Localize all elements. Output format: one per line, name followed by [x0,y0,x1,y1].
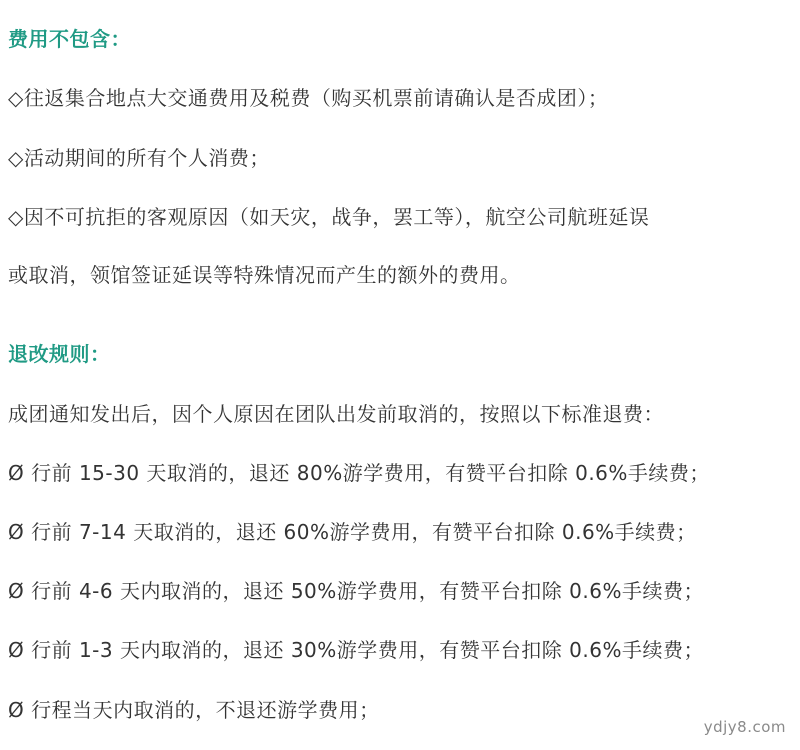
refund-rule: Ø 行前 4-6 天内取消的，退还 50%游学费用，有赞平台扣除 0.6%手续费； [8,579,704,603]
excluded-item-continued: 或取消，领馆签证延误等特殊情况而产生的额外的费用。 [8,263,521,287]
excluded-heading: 费用不包含： [8,27,131,51]
refund-rule: Ø 行前 15-30 天取消的，退还 80%游学费用，有赞平台扣除 0.6%手续费； [8,461,710,485]
excluded-item: ◇往返集合地点大交通费用及税费（购买机票前请确认是否成团）； [8,86,609,110]
refund-heading: 退改规则： [8,342,111,366]
refund-rule: Ø 行前 1-3 天内取消的，退还 30%游学费用，有赞平台扣除 0.6%手续费； [8,638,704,662]
excluded-item: ◇因不可抗拒的客观原因（如天灾，战争，罢工等），航空公司航班延误 [8,205,650,229]
site-watermark: ydjy8.com [703,718,786,736]
refund-intro: 成团通知发出后，因个人原因在团队出发前取消的，按照以下标准退费： [8,402,664,426]
refund-rule: Ø 行前 7-14 天取消的，退还 60%游学费用，有赞平台扣除 0.6%手续费； [8,520,697,544]
refund-rule: Ø 行程当天内取消的，不退还游学费用； [8,698,380,722]
excluded-item: ◇活动期间的所有个人消费； [8,146,270,170]
